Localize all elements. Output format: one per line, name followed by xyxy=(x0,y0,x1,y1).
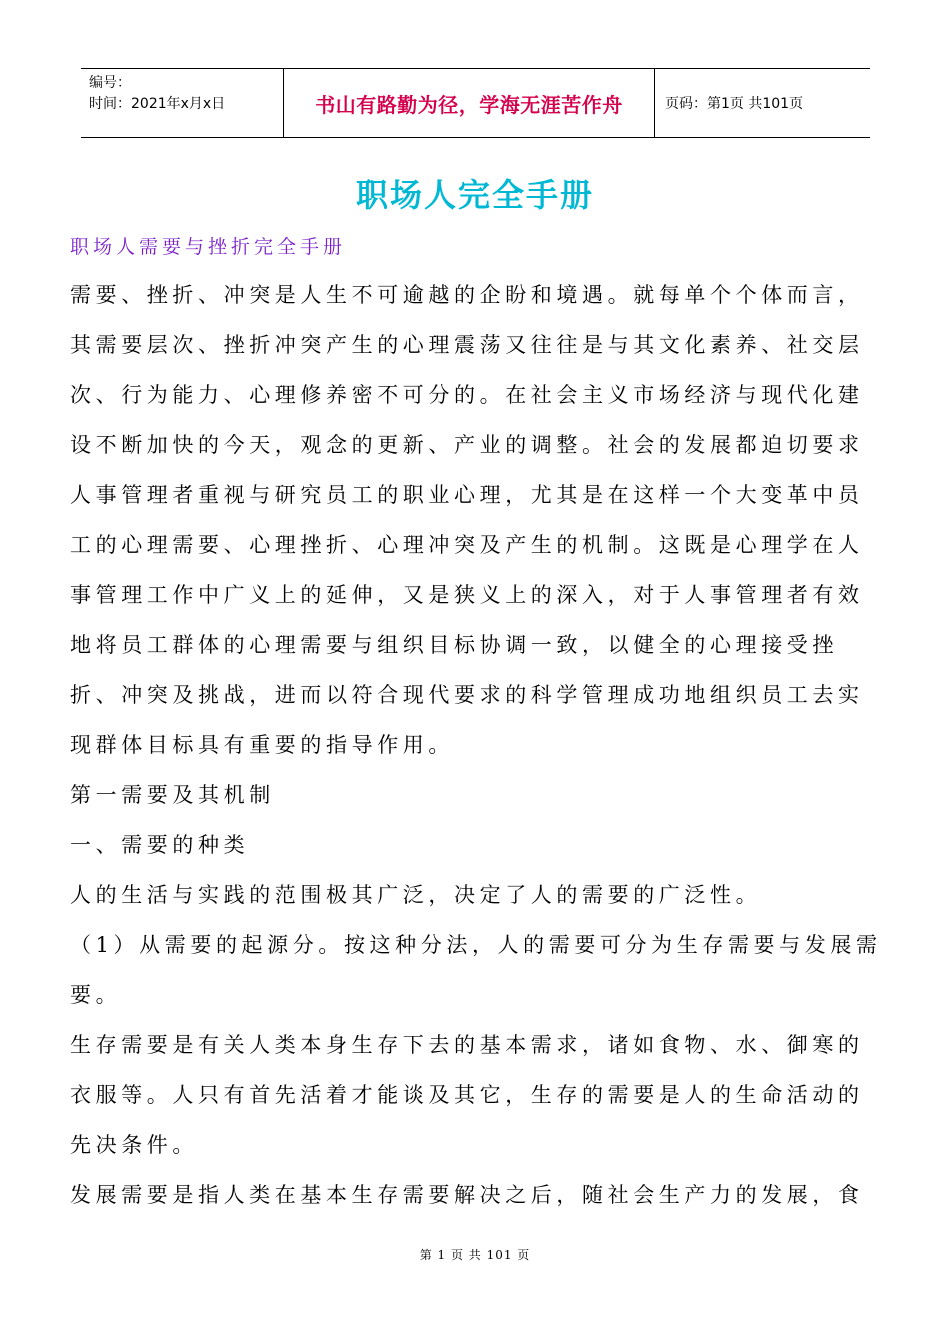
body-paragraph: 生存需要是有关人类本身生存下去的基本需求，诸如食物、水、御寒的衣服等。人只有首先活着才能谈及其它，生存的需要是人的生命活动的先决条件。 xyxy=(70,1033,864,1157)
body-paragraph: 发展需要是指人类在基本生存需要解决之后，随社会生产力的发展，食 xyxy=(70,1183,864,1207)
document-title: 职场人完全手册 xyxy=(355,176,594,214)
header-motto: 书山有路勤为径，学海无涯苦作舟 xyxy=(283,69,655,137)
header-page-info: 页码：第1页 共101页 xyxy=(665,96,804,112)
header-meta xyxy=(81,69,283,137)
body-paragraph: （1）从需要的起源分。按这种分法，人的需要可分为生存需要与发展需要。 xyxy=(70,933,882,1007)
body-paragraph: 人的生活与实践的范围极其广泛，决定了人的需要的广泛性。 xyxy=(70,883,762,907)
page-footer: 第 1 页 共 101 页 xyxy=(419,1248,531,1262)
section-heading: 第一需要及其机制 xyxy=(70,783,275,807)
header-table xyxy=(81,68,870,138)
document-subtitle: 职场人需要与挫折完全手册 xyxy=(70,236,347,258)
document-time-label: 时间：2021年x月x日 xyxy=(89,96,226,112)
document-body xyxy=(70,270,882,1220)
subsection-heading: 一、需要的种类 xyxy=(70,833,250,857)
intro-paragraph: 需要、挫折、冲突是人生不可逾越的企盼和境遇。就每单个个体而言，其需要层次、挫折冲突产生的心理震荡又往往是与其文化素养、社交层次、行为能力、心理修养密不可分的。在社会主义市场经济与现代化建设不断加快的今天，观念的更新、产业的调整。社会的发展都迫切要求人事管理者重视与研究员工的职业心理，尤其是在这样一个大变革中员工的心理需要、心理挫折、心理冲突及产生的机制。这既是心理学在人事管理工作中广义上的延伸，又是狭义上的深入，对于人事管理者有效地将员工群体的心理需要与组织目标协调一致，以健全的心理接受挫折、冲突及挑战，进而以符合现代要求的科学管理成功地组织员工去实现群体目标具有重要的指导作用。 xyxy=(70,283,864,757)
document-number-label: 编号： xyxy=(89,75,131,91)
